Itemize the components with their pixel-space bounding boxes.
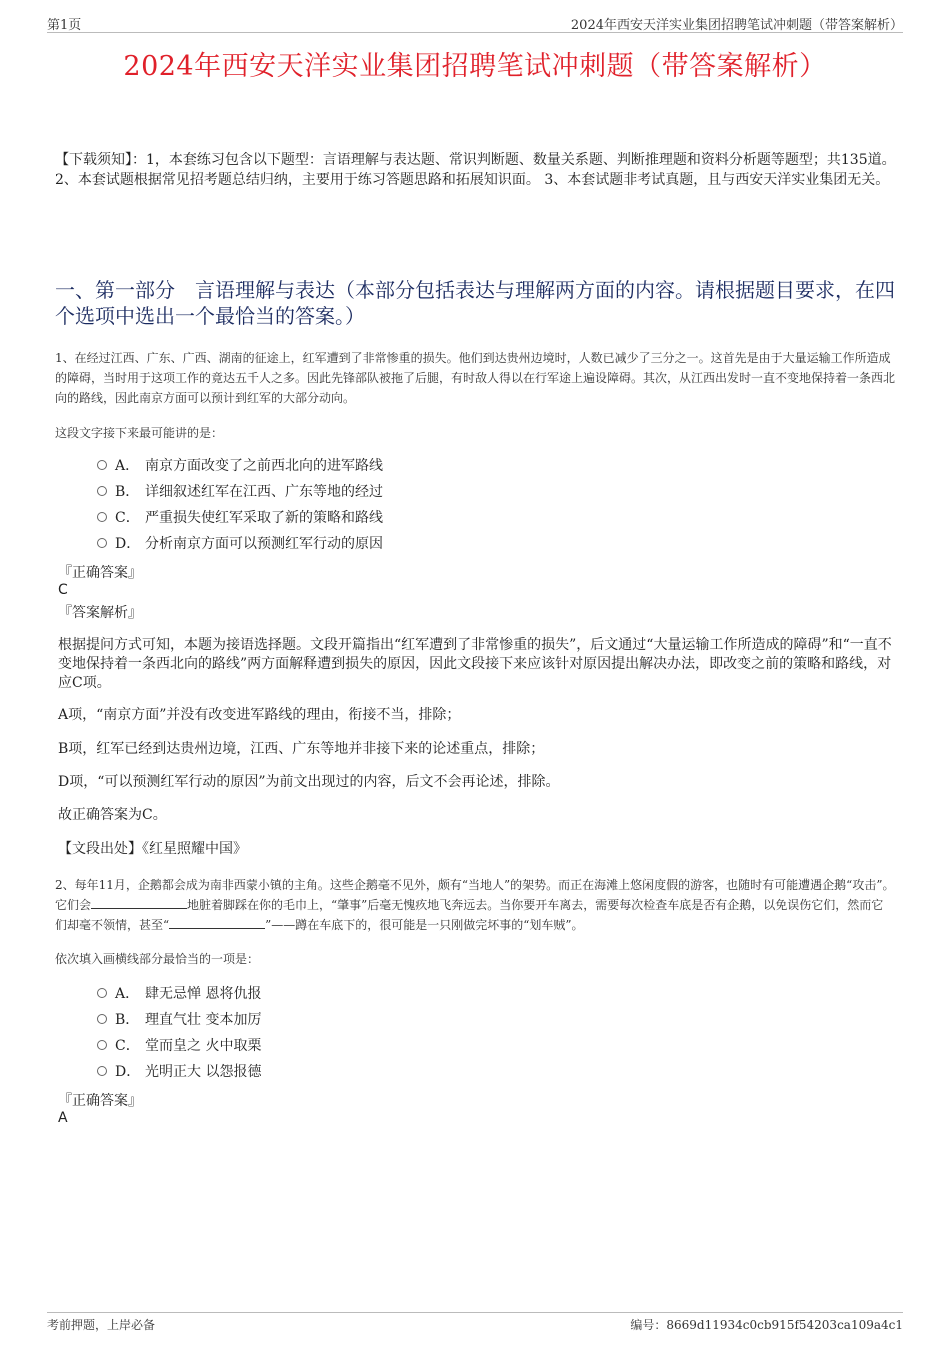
analysis-conclusion: 故正确答案为C。 — [58, 807, 167, 823]
radio-icon[interactable] — [97, 486, 107, 496]
question-1-option-c[interactable]: C． 严重损失使红军采取了新的策略和路线 — [97, 508, 383, 528]
footer-slogan: 考前押题，上岸必备 — [47, 1318, 156, 1332]
question-2-option-a[interactable]: A． 肆无忌惮 恩将仇报 — [97, 984, 261, 1004]
question-1-answer-label: 『正确答案』 — [58, 565, 142, 581]
page-footer — [47, 1312, 903, 1333]
analysis-paragraph: B项，红军已经到达贵州边境，江西、广东等地并非接下来的论述重点，排除； — [58, 741, 545, 757]
question-1-source: 【文段出处】《红星照耀中国》 — [58, 841, 247, 857]
question-2-prompt: 依次填入画横线部分最恰当的一项是： — [55, 952, 260, 966]
question-2-option-b[interactable]: B． 理直气壮 变本加厉 — [97, 1010, 261, 1030]
question-1-option-b[interactable]: B． 详细叙述红军在江西、广东等地的经过 — [97, 482, 383, 502]
radio-icon[interactable] — [97, 512, 107, 522]
footer-serial: 编号：8669d11934c0cb915f54203ca109a4c1 — [630, 1318, 903, 1332]
question-2-answer-label: 『正确答案』 — [58, 1093, 142, 1109]
header-doc-title: 2024年西安天洋实业集团招聘笔试冲刺题（带答案解析） — [570, 18, 903, 33]
question-2-option-c[interactable]: C． 堂而皇之 火中取栗 — [97, 1036, 261, 1056]
question-2-text: 2、每年11月，企鹅都会成为南非西蒙小镇的主角。这些企鹅毫不见外，颇有“当地人”的架势。而正在海滩上悠闲度假的游客，也随时有可能遭遇企鹅“攻击”。它们会 地脏着脚踩在你的毛巾上，“肇事”后毫无愧疚地飞奔远去。当你要开车离去，需要每次检查车底是否有企鹅，以免误伤它们，然而它们却毫不领情，甚至“ ”——蹲在车底下的，很可能是一只刚做完坏事的“划车贼”。 — [55, 878, 895, 932]
download-notice: 【下载须知】：1，本套练习包含以下题型：言语理解与表达题、常识判断题、数量关系题、判断推理题和资料分析题等题型；共135道。 2、本套试题根据常见招考题总结归纳，主要用于练习答题思路和拓展知识面。 3、本套试题非考试真题，且与西安天洋实业集团无关。 — [55, 152, 896, 188]
question-2-answer: A — [58, 1110, 68, 1126]
radio-icon[interactable] — [97, 988, 107, 998]
page-header — [47, 14, 903, 33]
question-1-option-d[interactable]: D． 分析南京方面可以预测红军行动的原因 — [97, 534, 383, 554]
radio-icon[interactable] — [97, 1014, 107, 1024]
radio-icon[interactable] — [97, 1066, 107, 1076]
radio-icon[interactable] — [97, 460, 107, 470]
document-title: 2024年西安天洋实业集团招聘笔试冲刺题（带答案解析） — [123, 51, 827, 82]
analysis-paragraph: A项，“南京方面”并没有改变进军路线的理由，衔接不当，排除； — [58, 707, 461, 723]
analysis-paragraph: 根据提问方式可知，本题为接语选择题。文段开篇指出“红军遭到了非常惨重的损失”，后文通过“大量运输工作所造成的障碍”和“一直不变地保持着一条西北向的路线”两方面解释遭到损失的原因，因此文段接下来应该针对原因提出解决办法，即改变之前的策略和路线，对应C项。 — [58, 637, 892, 691]
question-1-prompt: 这段文字接下来最可能讲的是： — [55, 426, 224, 440]
blank-line — [91, 896, 187, 909]
radio-icon[interactable] — [97, 1040, 107, 1050]
blank-line — [169, 916, 265, 929]
question-1-analysis-label: 『答案解析』 — [58, 605, 142, 621]
radio-icon[interactable] — [97, 538, 107, 548]
analysis-paragraph: D项，“可以预测红军行动的原因”为前文出现过的内容，后文不会再论述，排除。 — [58, 774, 560, 790]
question-1-text: 1、在经过江西、广东、广西、湖南的征途上，红军遭到了非常惨重的损失。他们到达贵州边境时，人数已减少了三分之一。这首先是由于大量运输工作所造成的障碍，当时用于这项工作的竟达五千人之多。因此先锋部队被拖了后腿，有时敌人得以在行军途上遍设障碍。其次，从江西出发时一直不变地保持着一条西北向的路线，因此南京方面可以预计到红军的大部分动向。 — [55, 351, 896, 405]
question-1-answer: C — [58, 582, 68, 598]
question-2-option-d[interactable]: D． 光明正大 以怨报德 — [97, 1062, 261, 1082]
question-1-option-a[interactable]: A． 南京方面改变了之前西北向的进军路线 — [97, 456, 383, 476]
page-number: 第1页 — [47, 18, 82, 33]
section-heading: 一、第一部分 言语理解与表达（本部分包括表达与理解两方面的内容。请根据题目要求，在四个选项中选出一个最恰当的答案。） — [55, 278, 895, 328]
